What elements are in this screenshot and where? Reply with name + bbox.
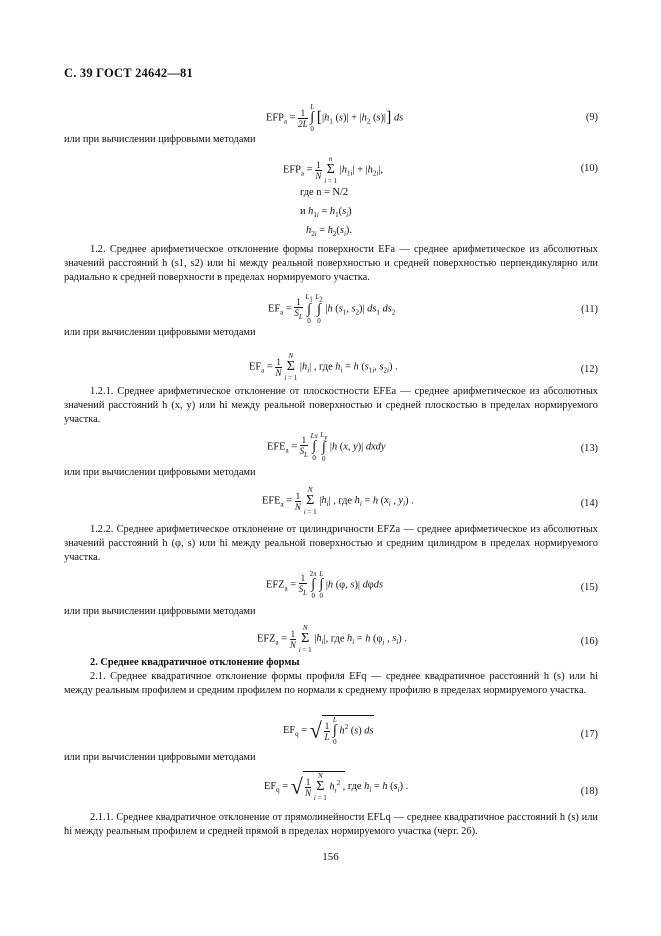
equation-9: $EFP_a$ = $\frac{1}{2L}$ L ∫ 0 [$|h_1$ $(s)| + |h_2$ (s)|] ds (266, 103, 404, 133)
paragraph-text: или при вычислении цифровыми методами (64, 752, 256, 763)
paragraph-2-1 (64, 670, 598, 698)
page-header: С. 39 ГОСТ 24642—81 (64, 66, 193, 80)
equation-number: (14) (580, 498, 598, 509)
equation-18: $EF_q$ = √ $\frac{1}{N}$ N Σ i = 1 $h_i^2$ , где $h_i = h$ $(s_i)$ . (264, 772, 409, 802)
paragraph-1-2 (64, 243, 598, 285)
equation-number: (9) (585, 112, 598, 123)
paragraph-text: или при вычислении цифровыми методами (64, 467, 256, 478)
paragraph-text: 2.1.1. Среднее квадратичное отклонение от прямолинейности EFLq — среднее квадратичное расстояний h (s) или hi между реальным профилем и средней прямой в пределах нормируемого участка (черт. 26). (64, 812, 598, 837)
paragraph-2-1-1 (64, 811, 598, 839)
equation-condition: где n = N/2 (300, 187, 349, 198)
section-heading: 2. Среднее квадратичное отклонение формы (90, 657, 300, 668)
equation-number: (11) (581, 304, 598, 315)
equation-15: $EFZ_a$ = $\frac{1}{S_L}$ 2π ∫ 0 L ∫ 0 |h (φ, s)| dφds (266, 570, 384, 600)
equation-number: (12) (580, 364, 598, 375)
equation-number: (17) (580, 729, 598, 740)
equation-number: (13) (580, 443, 598, 454)
equation-condition: $h_{2i} = h_2(s_i)$. (306, 225, 352, 239)
equation-16: $EFZ_a$ = $\frac{1}{N}$ N Σ i = 1 $|h_i|$, где $h_i = h$ ($\varphi_i$ , $s_i$) . (257, 624, 407, 654)
paragraph-1-2-1 (64, 385, 598, 427)
equation-number: (15) (580, 582, 598, 593)
paragraph-1-2-2 (64, 523, 598, 565)
page-number: 156 (322, 851, 339, 863)
paragraph-text: 2.1. Среднее квадратичное отклонение формы профиля EFq — среднее квадратичное расстояний h (s) или hi между реальным профилем и средним профилем по нормали к среднему профилю в пределах нормируемого участка. (64, 671, 598, 696)
equation-13: $EFE_a$ = $\frac{1}{S_L}$ Lx ∫ 0 $L_y$ ∫ 0 |h (x, y)| dxdy (267, 431, 386, 464)
paragraph-text: или при вычислении цифровыми методами (64, 606, 256, 617)
equation-14: $EFE_a$ = $\frac{1}{N}$ N Σ i = 1 $|h_i|$ , где $h_i = h$ ($x_i$ , $y_i$) . (262, 486, 414, 516)
paragraph-text: 1.2. Среднее арифметическое отклонение формы поверхности EFa — среднее арифметическое из абсолютных значений расстояний h (s1, s2) или hi между реальной поверхностью и средней поверхностью перпендикулярно или радиально к средней поверхности в пределах нормируемого участка. (64, 244, 598, 283)
equation-number: (16) (580, 636, 598, 647)
paragraph-text: 1.2.2. Среднее арифметическое отклонение от цилиндричности EFZa — среднее арифметическое из абсолютных значений расстояний h (φ, s) или hi между реальной поверхностью и средним цилиндром в пределах нормируемого участка. (64, 524, 598, 563)
paragraph-text: или при вычислении цифровыми методами (64, 134, 256, 145)
equation-12: $EF_a$ = $\frac{1}{N}$ N Σ i = 1 $|h_i|$ , где $h_i = h$ ($s_{1i}$, $s_{2i}$) . (249, 352, 398, 382)
equation-number: (18) (580, 786, 598, 797)
equation-number: (10) (580, 163, 598, 174)
equation-10: $EFP_a$ = $\frac{1}{N}$ n Σ i = 1 $|h_{1i}| + |h_{2i}|$, (283, 155, 383, 185)
equation-11: $EF_a$ = $\frac{1}{S_L}$ $L_1$ ∫ 0 $L_2$ ∫ 0 |h ($s_1$, $s_2)|$ $ds_1$ $ds_2$ (268, 293, 396, 326)
paragraph-text: или при вычислении цифровыми методами (64, 327, 256, 338)
paragraph-text: 1.2.1. Среднее арифметическое отклонение от плоскостности EFEa — среднее арифметическое из абсолютных значений расстояний h (x, y) или hi между реальной поверхностью и средней плоскостью в пределах нормируемого участка. (64, 386, 598, 425)
equation-17: $EF_q$ = √ $\frac{1}{L}$ L ∫ 0 $h^2$ (s) ds (283, 716, 374, 746)
equation-condition: и $h_{1i} = h_1(s_i)$ (300, 206, 352, 220)
